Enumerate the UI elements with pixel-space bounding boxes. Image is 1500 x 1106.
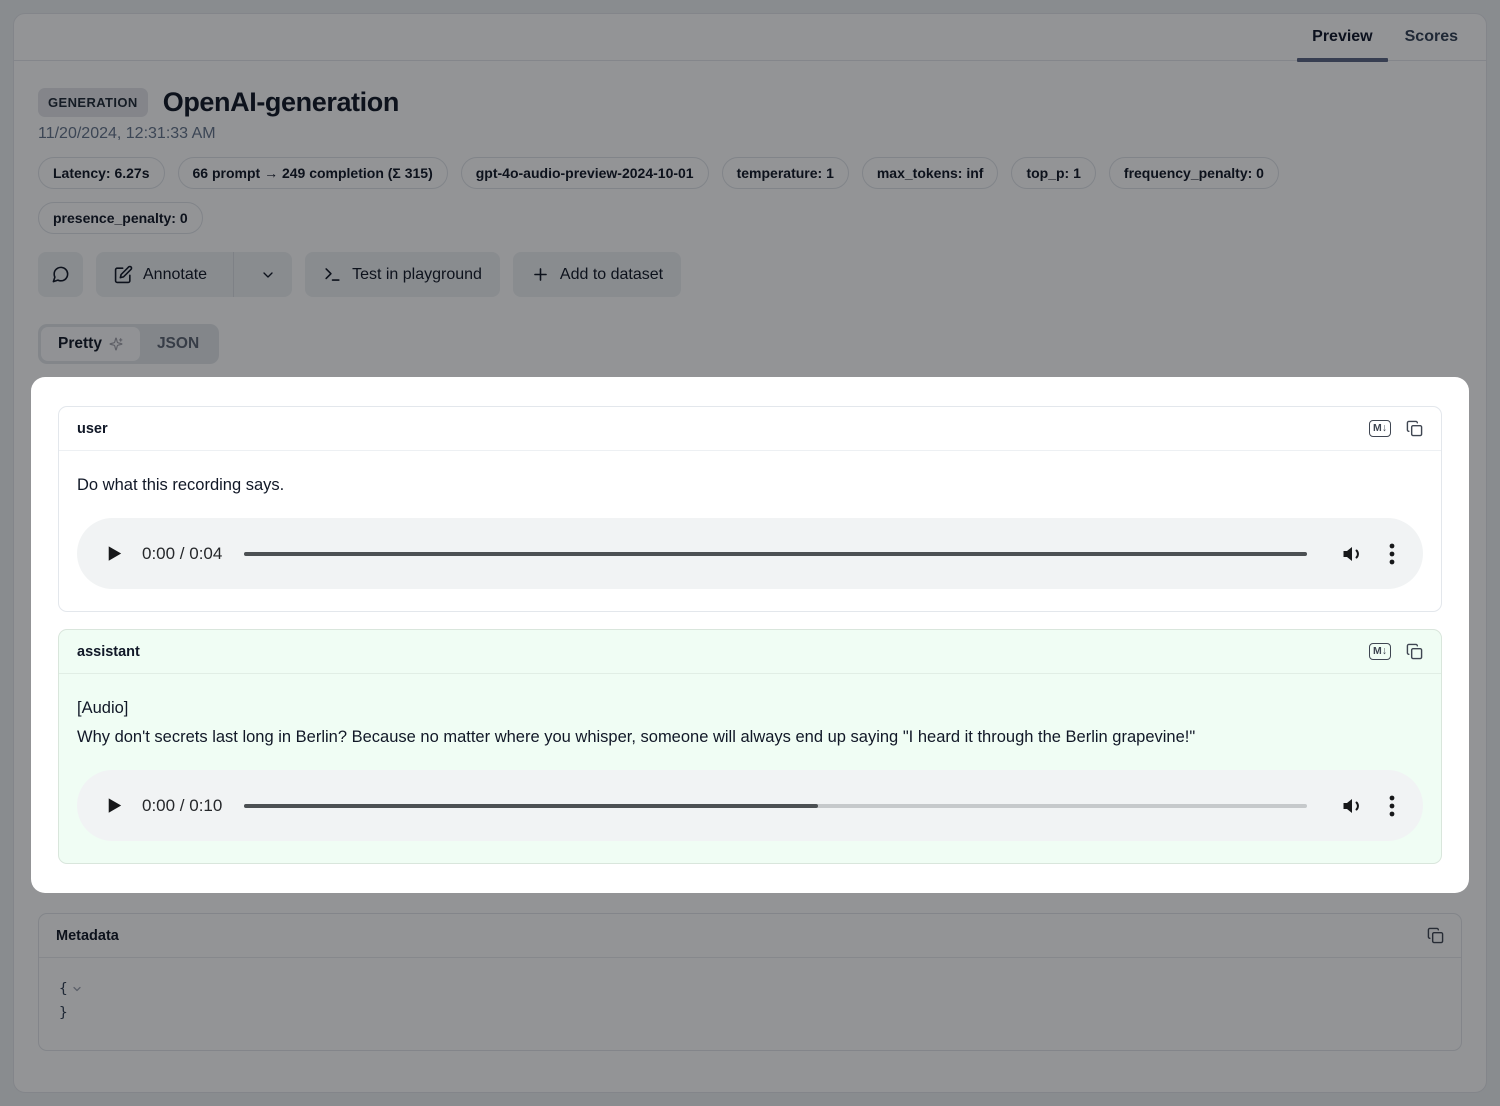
token-usage-badge: 66 prompt → 249 completion (Σ 315) — [178, 157, 448, 189]
role-label: user — [77, 420, 108, 437]
play-icon[interactable] — [102, 542, 125, 565]
max-tokens-badge: max_tokens: inf — [862, 157, 999, 189]
more-options-icon[interactable] — [1389, 794, 1395, 818]
audio-track-played — [244, 552, 1307, 556]
markdown-toggle-icon[interactable]: M↓ — [1369, 643, 1391, 660]
frequency-penalty-badge: frequency_penalty: 0 — [1109, 157, 1279, 189]
messages-spotlight — [31, 377, 1469, 893]
message-header-icons — [1369, 643, 1423, 660]
message-card-user — [58, 406, 1442, 612]
tab-scores[interactable]: Scores — [1404, 28, 1458, 45]
markdown-toggle-icon[interactable]: M↓ — [1369, 420, 1391, 437]
play-icon[interactable] — [102, 794, 125, 817]
dataset-label: Add to dataset — [559, 265, 664, 283]
observation-type-badge: GENERATION — [38, 88, 148, 117]
volume-icon[interactable] — [1341, 794, 1365, 818]
audio-seek-bar[interactable] — [244, 552, 1307, 556]
assistant-text: Why don't secrets last long in Berlin? Because no matter where you whisper, someone will always end up saying "I heard it through the Berlin grapevine!" — [77, 728, 1196, 746]
playground-label: Test in playground — [352, 265, 482, 283]
more-options-icon[interactable] — [1389, 542, 1395, 566]
message-card-assistant — [58, 629, 1442, 864]
message-header-icons — [1369, 420, 1423, 437]
annotate-label: Annotate — [143, 265, 208, 283]
model-badge: gpt-4o-audio-preview-2024-10-01 — [461, 157, 709, 189]
message-text: Do what this recording says. — [77, 476, 285, 494]
audio-time: 0:00 / 0:04 — [142, 544, 223, 563]
pretty-label: Pretty — [58, 335, 102, 352]
temperature-badge: temperature: 1 — [722, 157, 849, 189]
volume-icon[interactable] — [1341, 542, 1365, 566]
message-body — [59, 674, 1441, 863]
json-label: JSON — [156, 335, 200, 352]
audio-player — [77, 770, 1423, 841]
audio-seek-bar[interactable] — [244, 804, 1307, 808]
copy-icon[interactable] — [1406, 643, 1423, 660]
json-close-brace: } — [59, 1005, 68, 1021]
audio-time: 0:00 / 0:10 — [142, 796, 223, 815]
message-body — [59, 451, 1441, 611]
metadata-title: Metadata — [56, 927, 119, 944]
top-p-badge: top_p: 1 — [1011, 157, 1095, 189]
tab-preview[interactable]: Preview — [1296, 14, 1388, 60]
message-header — [59, 407, 1441, 451]
message-header — [59, 630, 1441, 674]
copy-icon[interactable] — [1406, 420, 1423, 437]
presence-penalty-badge: presence_penalty: 0 — [38, 202, 203, 234]
audio-player — [77, 518, 1423, 589]
audio-prefix-label: [Audio] — [77, 699, 129, 717]
role-label: assistant — [77, 643, 140, 660]
audio-track-played — [244, 804, 818, 808]
json-open-brace: { — [59, 981, 68, 997]
page-title: OpenAI-generation — [162, 87, 399, 117]
message-text — [77, 694, 1423, 752]
timestamp: 11/20/2024, 12:31:33 AM — [38, 125, 216, 142]
latency-badge: Latency: 6.27s — [38, 157, 165, 189]
